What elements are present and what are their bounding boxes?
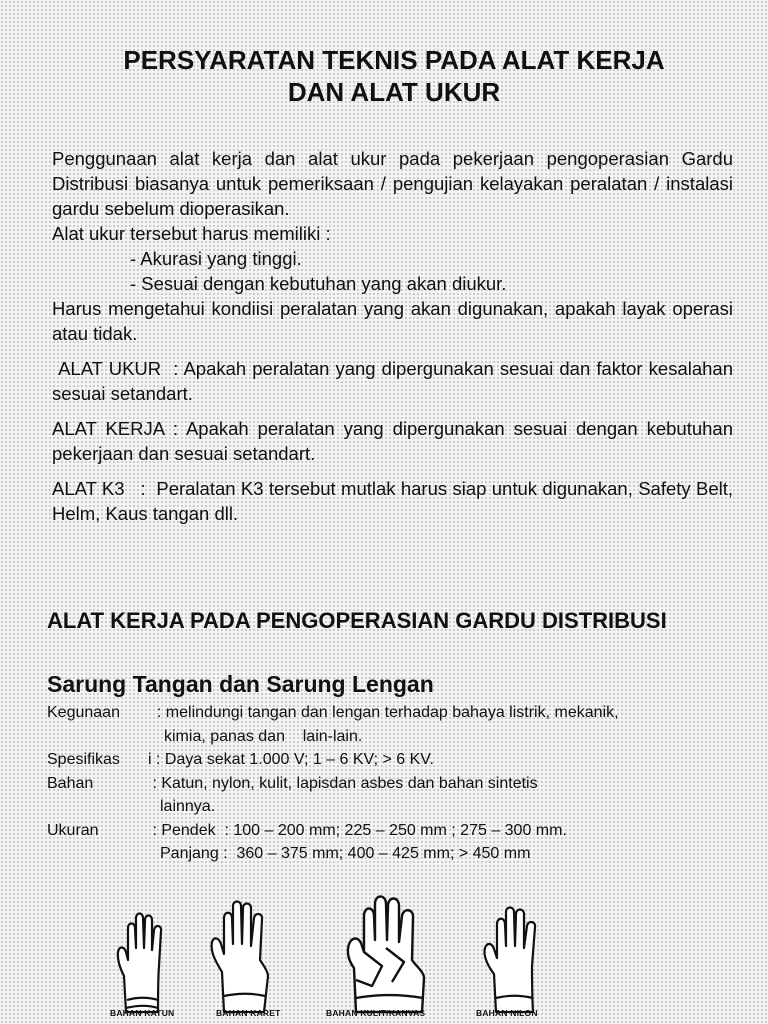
rubber-glove-icon (206, 896, 282, 1016)
spec-value-kegunaan-cont: kimia, panas dan lain-lain. (164, 727, 363, 745)
spec-value-spesifikasi: i : Daya sekat 1.000 V; 1 – 6 KV; > 6 KV. (148, 751, 434, 768)
cotton-glove-icon (114, 904, 170, 1016)
spec-value-kegunaan: : melindungi tangan dan lengan terhadap bahaya listrik, mekanik, (148, 704, 619, 721)
leather-glove-icon (342, 890, 438, 1016)
title-line-1: PERSYARATAN TEKNIS PADA ALAT KERJA (123, 45, 665, 75)
intro-lead: Alat ukur tersebut harus memiliki : (52, 223, 331, 244)
bullet-akurasi: - Akurasi yang tinggi. (130, 248, 302, 269)
title-line-2: DAN ALAT UKUR (287, 77, 501, 107)
nylon-glove-icon (480, 900, 550, 1016)
glove-label-katun: BAHAN KATUN (110, 1008, 175, 1018)
spec-value-ukuran: : Pendek : 100 – 200 mm; 225 – 250 mm ; 275 – 300 mm. (148, 821, 567, 839)
glove-specifications (47, 701, 747, 866)
spec-key-kegunaan: Kegunaan (47, 704, 120, 721)
spec-row-ukuran (47, 819, 747, 843)
glove-label-karet: BAHAN KARET (216, 1008, 281, 1018)
section-heading: ALAT KERJA PADA PENGOPERASIAN GARDU DISTRIBUSI (47, 608, 667, 633)
alat-kerja-paragraph: ALAT KERJA : Apakah peralatan yang dipergunakan sesuai dengan kebutuhan pekerjaan dan sesuai setandart. (52, 418, 733, 464)
spec-value-bahan-cont: lainnya. (160, 798, 216, 815)
intro-section (52, 146, 739, 526)
glove-label-kulit-kanvas: BAHAN KULIT/KANVAS (326, 1008, 426, 1018)
spec-row-spesifikasi (47, 748, 747, 772)
spec-key-bahan: Bahan (47, 774, 94, 792)
spec-value-bahan: : Katun, nylon, kulit, lapisdan asbes dan bahan sintetis (148, 774, 538, 792)
intro-paragraph-1: Penggunaan alat kerja dan alat ukur pada pekerjaan pengoperasian Gardu Distribusi biasanya untuk pemeriksaan / pengujian kelayakan peralatan / instalasi gardu sebelum dioperasikan. (52, 148, 733, 219)
section-subheading: Sarung Tangan dan Sarung Lengan (47, 671, 434, 697)
spec-row-kegunaan (47, 701, 747, 725)
alat-ukur-paragraph: ALAT UKUR : Apakah peralatan yang dipergunakan sesuai dan faktor kesalahan sesuai setandart. (52, 358, 739, 404)
page-title (40, 44, 748, 108)
spec-row-bahan (47, 772, 747, 796)
spec-value-ukuran-cont: Panjang : 360 – 375 mm; 400 – 425 mm; > 450 mm (160, 845, 531, 862)
intro-paragraph-2: Harus mengetahui kondiisi peralatan yang akan digunakan, apakah layak operasi atau tidak. (52, 298, 733, 344)
glove-illustrations (100, 880, 660, 1024)
alat-k3-paragraph: ALAT K3 : Peralatan K3 tersebut mutlak harus siap untuk digunakan, Safety Belt, Helm, Kaus tangan dll. (52, 478, 739, 524)
bullet-sesuai: - Sesuai dengan kebutuhan yang akan diukur. (130, 273, 507, 294)
spec-key-ukuran: Ukuran (47, 821, 99, 839)
glove-label-nilon: BAHAN NILON (476, 1008, 538, 1018)
spec-key-spesifikasi: Spesifikas (47, 751, 120, 768)
